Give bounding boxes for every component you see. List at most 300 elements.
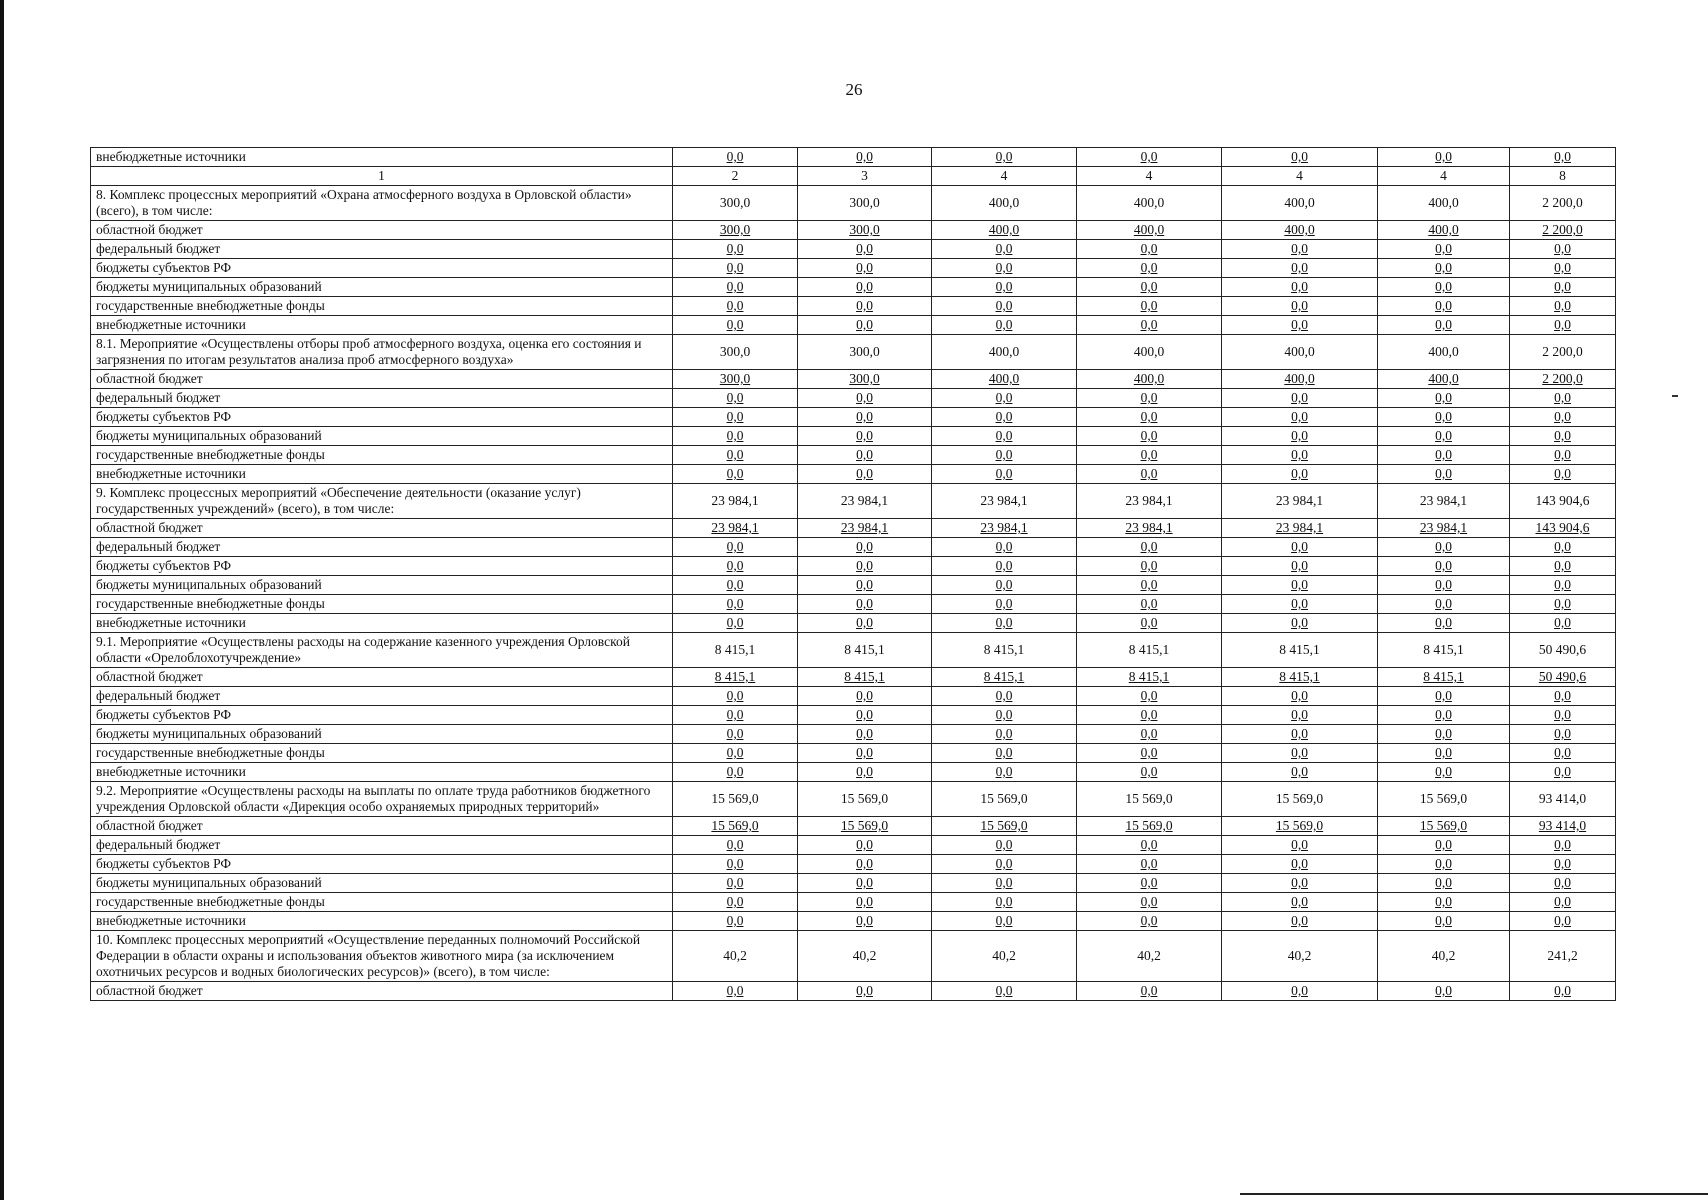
value-cell: 23 984,1 xyxy=(673,519,798,538)
value-cell: 300,0 xyxy=(673,186,798,221)
value-cell: 0,0 xyxy=(1222,148,1378,167)
value-cell: 400,0 xyxy=(932,335,1077,370)
row-label: государственные внебюджетные фонды xyxy=(91,446,673,465)
value-cell: 0,0 xyxy=(1510,744,1616,763)
row-label: федеральный бюджет xyxy=(91,836,673,855)
row-label: бюджеты субъектов РФ xyxy=(91,557,673,576)
value-cell: 0,0 xyxy=(1510,614,1616,633)
value-cell: 400,0 xyxy=(1222,370,1378,389)
row-label: областной бюджет xyxy=(91,221,673,240)
value-cell: 40,2 xyxy=(673,931,798,982)
value-cell: 400,0 xyxy=(1077,335,1222,370)
value-cell: 40,2 xyxy=(1378,931,1510,982)
value-cell: 0,0 xyxy=(932,725,1077,744)
value-cell: 300,0 xyxy=(673,370,798,389)
value-cell: 0,0 xyxy=(673,465,798,484)
table-row xyxy=(91,576,1616,595)
value-cell: 0,0 xyxy=(798,836,932,855)
row-label: бюджеты муниципальных образований xyxy=(91,576,673,595)
table-row xyxy=(91,874,1616,893)
value-cell: 0,0 xyxy=(673,297,798,316)
value-cell: 0,0 xyxy=(798,744,932,763)
row-label: федеральный бюджет xyxy=(91,240,673,259)
value-cell: 0,0 xyxy=(1077,148,1222,167)
value-cell: 40,2 xyxy=(932,931,1077,982)
value-cell: 0,0 xyxy=(1510,465,1616,484)
value-cell: 0,0 xyxy=(1510,148,1616,167)
value-cell: 4 xyxy=(932,167,1077,186)
value-cell: 8 415,1 xyxy=(798,668,932,687)
value-cell: 0,0 xyxy=(673,389,798,408)
row-label: бюджеты субъектов РФ xyxy=(91,259,673,278)
value-cell: 0,0 xyxy=(798,408,932,427)
value-cell: 23 984,1 xyxy=(932,484,1077,519)
table-row xyxy=(91,725,1616,744)
value-cell: 0,0 xyxy=(1378,595,1510,614)
value-cell: 0,0 xyxy=(673,240,798,259)
value-cell: 0,0 xyxy=(673,982,798,1001)
value-cell: 400,0 xyxy=(1222,221,1378,240)
value-cell: 0,0 xyxy=(1378,706,1510,725)
value-cell: 0,0 xyxy=(1077,744,1222,763)
value-cell: 0,0 xyxy=(673,744,798,763)
value-cell: 0,0 xyxy=(1222,982,1378,1001)
value-cell: 0,0 xyxy=(673,316,798,335)
value-cell: 0,0 xyxy=(932,557,1077,576)
value-cell: 0,0 xyxy=(932,706,1077,725)
value-cell: 0,0 xyxy=(1222,316,1378,335)
value-cell: 0,0 xyxy=(1222,595,1378,614)
row-label: бюджеты субъектов РФ xyxy=(91,855,673,874)
value-cell: 0,0 xyxy=(673,725,798,744)
value-cell: 0,0 xyxy=(1510,240,1616,259)
value-cell: 0,0 xyxy=(1077,912,1222,931)
value-cell: 0,0 xyxy=(1378,874,1510,893)
row-label: внебюджетные источники xyxy=(91,912,673,931)
row-label: 8.1. Мероприятие «Осуществлены отборы проб атмосферного воздуха, оценка его состояния и загрязнения по итогам результатов анализа проб атмосферного воздуха» xyxy=(91,335,673,370)
value-cell: 23 984,1 xyxy=(1378,484,1510,519)
value-cell: 0,0 xyxy=(798,725,932,744)
value-cell: 400,0 xyxy=(1222,186,1378,221)
value-cell: 0,0 xyxy=(798,763,932,782)
table-row xyxy=(91,836,1616,855)
value-cell: 0,0 xyxy=(798,446,932,465)
value-cell: 0,0 xyxy=(798,982,932,1001)
value-cell: 0,0 xyxy=(798,427,932,446)
value-cell: 0,0 xyxy=(1378,982,1510,1001)
value-cell: 0,0 xyxy=(1077,725,1222,744)
value-cell: 8 415,1 xyxy=(1378,668,1510,687)
value-cell: 0,0 xyxy=(1077,240,1222,259)
value-cell: 0,0 xyxy=(1077,614,1222,633)
value-cell: 0,0 xyxy=(1077,982,1222,1001)
value-cell: 15 569,0 xyxy=(1077,817,1222,836)
value-cell: 15 569,0 xyxy=(1378,817,1510,836)
value-cell: 2 xyxy=(673,167,798,186)
value-cell: 40,2 xyxy=(1222,931,1378,982)
value-cell: 8 415,1 xyxy=(673,668,798,687)
table-row xyxy=(91,297,1616,316)
value-cell: 0,0 xyxy=(1510,408,1616,427)
value-cell: 0,0 xyxy=(932,427,1077,446)
value-cell: 0,0 xyxy=(1510,763,1616,782)
value-cell: 0,0 xyxy=(798,389,932,408)
table-row xyxy=(91,370,1616,389)
value-cell: 15 569,0 xyxy=(1378,782,1510,817)
section-row xyxy=(91,633,1616,668)
value-cell: 0,0 xyxy=(1222,278,1378,297)
value-cell: 0,0 xyxy=(1222,408,1378,427)
value-cell: 0,0 xyxy=(798,278,932,297)
value-cell: 0,0 xyxy=(798,706,932,725)
value-cell: 8 415,1 xyxy=(932,633,1077,668)
value-cell: 23 984,1 xyxy=(673,484,798,519)
value-cell: 0,0 xyxy=(1077,595,1222,614)
table-row xyxy=(91,557,1616,576)
value-cell: 0,0 xyxy=(1378,687,1510,706)
value-cell: 0,0 xyxy=(798,538,932,557)
value-cell: 0,0 xyxy=(1378,408,1510,427)
value-cell: 0,0 xyxy=(798,595,932,614)
row-label: областной бюджет xyxy=(91,370,673,389)
table-row xyxy=(91,465,1616,484)
table-row xyxy=(91,427,1616,446)
row-label: бюджеты муниципальных образований xyxy=(91,874,673,893)
value-cell: 0,0 xyxy=(798,687,932,706)
row-label: федеральный бюджет xyxy=(91,687,673,706)
value-cell: 0,0 xyxy=(1077,893,1222,912)
value-cell: 0,0 xyxy=(932,982,1077,1001)
value-cell: 2 200,0 xyxy=(1510,370,1616,389)
value-cell: 0,0 xyxy=(1510,595,1616,614)
value-cell: 0,0 xyxy=(798,465,932,484)
value-cell: 0,0 xyxy=(798,874,932,893)
value-cell: 0,0 xyxy=(1222,297,1378,316)
value-cell: 8 415,1 xyxy=(1222,668,1378,687)
value-cell: 0,0 xyxy=(1510,557,1616,576)
value-cell: 0,0 xyxy=(932,763,1077,782)
section-row xyxy=(91,484,1616,519)
value-cell: 4 xyxy=(1378,167,1510,186)
table-row xyxy=(91,668,1616,687)
value-cell: 300,0 xyxy=(798,335,932,370)
value-cell: 0,0 xyxy=(673,427,798,446)
value-cell: 0,0 xyxy=(1510,912,1616,931)
value-cell: 0,0 xyxy=(932,389,1077,408)
value-cell: 143 904,6 xyxy=(1510,484,1616,519)
value-cell: 0,0 xyxy=(1510,687,1616,706)
value-cell: 0,0 xyxy=(1378,389,1510,408)
value-cell: 0,0 xyxy=(1378,427,1510,446)
value-cell: 0,0 xyxy=(1077,446,1222,465)
row-label: областной бюджет xyxy=(91,817,673,836)
value-cell: 0,0 xyxy=(1378,855,1510,874)
value-cell: 400,0 xyxy=(1378,186,1510,221)
value-cell: 0,0 xyxy=(798,855,932,874)
value-cell: 0,0 xyxy=(1077,259,1222,278)
value-cell: 0,0 xyxy=(932,614,1077,633)
value-cell: 23 984,1 xyxy=(798,519,932,538)
margin-mark xyxy=(1672,395,1678,397)
value-cell: 0,0 xyxy=(673,874,798,893)
value-cell: 4 xyxy=(1222,167,1378,186)
row-label: государственные внебюджетные фонды xyxy=(91,893,673,912)
value-cell: 0,0 xyxy=(1077,297,1222,316)
value-cell: 0,0 xyxy=(1222,427,1378,446)
table-row xyxy=(91,278,1616,297)
value-cell: 0,0 xyxy=(1378,557,1510,576)
row-label: федеральный бюджет xyxy=(91,538,673,557)
section-row xyxy=(91,931,1616,982)
value-cell: 0,0 xyxy=(1222,855,1378,874)
value-cell: 15 569,0 xyxy=(673,782,798,817)
value-cell: 0,0 xyxy=(673,259,798,278)
value-cell: 0,0 xyxy=(1378,316,1510,335)
value-cell: 0,0 xyxy=(1378,893,1510,912)
table-row xyxy=(91,982,1616,1001)
value-cell: 0,0 xyxy=(1510,259,1616,278)
value-cell: 0,0 xyxy=(1510,836,1616,855)
value-cell: 0,0 xyxy=(1222,259,1378,278)
value-cell: 0,0 xyxy=(932,912,1077,931)
row-label: 9.1. Мероприятие «Осуществлены расходы на содержание казенного учреждения Орловской области «Орелоблохотучреждение» xyxy=(91,633,673,668)
row-label: бюджеты муниципальных образований xyxy=(91,427,673,446)
value-cell: 400,0 xyxy=(1077,221,1222,240)
value-cell: 0,0 xyxy=(1378,538,1510,557)
section-row xyxy=(91,186,1616,221)
value-cell: 0,0 xyxy=(1077,408,1222,427)
value-cell: 2 200,0 xyxy=(1510,221,1616,240)
value-cell: 50 490,6 xyxy=(1510,633,1616,668)
row-label: внебюджетные источники xyxy=(91,316,673,335)
value-cell: 0,0 xyxy=(1510,316,1616,335)
value-cell: 0,0 xyxy=(673,893,798,912)
row-label: бюджеты муниципальных образований xyxy=(91,725,673,744)
table-row xyxy=(91,240,1616,259)
row-label: внебюджетные источники xyxy=(91,614,673,633)
value-cell: 0,0 xyxy=(673,446,798,465)
value-cell: 0,0 xyxy=(1222,687,1378,706)
value-cell: 0,0 xyxy=(1378,446,1510,465)
value-cell: 8 415,1 xyxy=(1378,633,1510,668)
value-cell: 15 569,0 xyxy=(673,817,798,836)
value-cell: 0,0 xyxy=(1222,725,1378,744)
row-label: 9. Комплекс процессных мероприятий «Обеспечение деятельности (оказание услуг) государственных учреждений» (всего), в том числе: xyxy=(91,484,673,519)
value-cell: 0,0 xyxy=(798,912,932,931)
value-cell: 8 415,1 xyxy=(932,668,1077,687)
value-cell: 0,0 xyxy=(798,259,932,278)
value-cell: 0,0 xyxy=(932,836,1077,855)
value-cell: 0,0 xyxy=(932,240,1077,259)
value-cell: 0,0 xyxy=(1510,427,1616,446)
value-cell: 0,0 xyxy=(1077,836,1222,855)
value-cell: 0,0 xyxy=(1378,744,1510,763)
table-row xyxy=(91,259,1616,278)
value-cell: 23 984,1 xyxy=(932,519,1077,538)
row-label: бюджеты муниципальных образований xyxy=(91,278,673,297)
value-cell: 0,0 xyxy=(932,259,1077,278)
row-label: внебюджетные источники xyxy=(91,465,673,484)
value-cell: 0,0 xyxy=(1510,874,1616,893)
value-cell: 0,0 xyxy=(1222,576,1378,595)
value-cell: 8 415,1 xyxy=(798,633,932,668)
table-row xyxy=(91,538,1616,557)
value-cell: 8 415,1 xyxy=(1222,633,1378,668)
value-cell: 0,0 xyxy=(798,557,932,576)
value-cell: 0,0 xyxy=(1077,465,1222,484)
table-row xyxy=(91,519,1616,538)
value-cell: 400,0 xyxy=(1077,370,1222,389)
value-cell: 0,0 xyxy=(1510,278,1616,297)
scan-bottom-edge xyxy=(1240,1193,1708,1195)
row-label: государственные внебюджетные фонды xyxy=(91,297,673,316)
value-cell: 0,0 xyxy=(1510,982,1616,1001)
value-cell: 300,0 xyxy=(798,370,932,389)
row-label: 9.2. Мероприятие «Осуществлены расходы на выплаты по оплате труда работников бюджетного учреждения Орловской области «Дирекция особо охраняемых природных территорий» xyxy=(91,782,673,817)
table-row xyxy=(91,221,1616,240)
value-cell: 23 984,1 xyxy=(1378,519,1510,538)
value-cell: 15 569,0 xyxy=(798,782,932,817)
table-row xyxy=(91,706,1616,725)
table-row xyxy=(91,614,1616,633)
value-cell: 0,0 xyxy=(673,148,798,167)
value-cell: 0,0 xyxy=(1222,446,1378,465)
value-cell: 300,0 xyxy=(673,221,798,240)
table-row xyxy=(91,744,1616,763)
row-label: 10. Комплекс процессных мероприятий «Осуществление переданных полномочий Российской Федерации в области охраны и использования объектов животного мира (за исключением охотничьих ресурсов и водных биологических ресурсов)» (всего), в том числе: xyxy=(91,931,673,982)
section-row xyxy=(91,782,1616,817)
value-cell: 0,0 xyxy=(932,297,1077,316)
value-cell: 0,0 xyxy=(798,148,932,167)
value-cell: 0,0 xyxy=(673,763,798,782)
value-cell: 50 490,6 xyxy=(1510,668,1616,687)
value-cell: 0,0 xyxy=(673,706,798,725)
value-cell: 0,0 xyxy=(1378,297,1510,316)
value-cell: 0,0 xyxy=(1077,855,1222,874)
row-label: внебюджетные источники xyxy=(91,148,673,167)
value-cell: 0,0 xyxy=(673,836,798,855)
value-cell: 23 984,1 xyxy=(798,484,932,519)
value-cell: 0,0 xyxy=(932,855,1077,874)
value-cell: 0,0 xyxy=(798,240,932,259)
table-row xyxy=(91,817,1616,836)
value-cell: 0,0 xyxy=(1378,148,1510,167)
value-cell: 8 xyxy=(1510,167,1616,186)
value-cell: 0,0 xyxy=(1077,278,1222,297)
value-cell: 0,0 xyxy=(1378,278,1510,297)
value-cell: 0,0 xyxy=(1222,836,1378,855)
value-cell: 0,0 xyxy=(1077,687,1222,706)
value-cell: 400,0 xyxy=(1222,335,1378,370)
value-cell: 0,0 xyxy=(932,316,1077,335)
value-cell: 0,0 xyxy=(932,893,1077,912)
value-cell: 4 xyxy=(1077,167,1222,186)
value-cell: 300,0 xyxy=(798,221,932,240)
value-cell: 15 569,0 xyxy=(1222,782,1378,817)
value-cell: 23 984,1 xyxy=(1077,519,1222,538)
value-cell: 400,0 xyxy=(1378,221,1510,240)
value-cell: 8 415,1 xyxy=(1077,668,1222,687)
value-cell: 0,0 xyxy=(932,408,1077,427)
value-cell: 15 569,0 xyxy=(1222,817,1378,836)
value-cell: 0,0 xyxy=(673,855,798,874)
value-cell: 0,0 xyxy=(1378,614,1510,633)
table-row xyxy=(91,408,1616,427)
value-cell: 0,0 xyxy=(1510,725,1616,744)
value-cell: 0,0 xyxy=(1510,297,1616,316)
value-cell: 0,0 xyxy=(1510,893,1616,912)
value-cell: 0,0 xyxy=(673,538,798,557)
value-cell: 0,0 xyxy=(1222,706,1378,725)
value-cell: 0,0 xyxy=(1222,614,1378,633)
value-cell: 0,0 xyxy=(932,446,1077,465)
value-cell: 15 569,0 xyxy=(932,782,1077,817)
budget-table xyxy=(90,147,1616,1001)
table-row xyxy=(91,389,1616,408)
value-cell: 0,0 xyxy=(1222,912,1378,931)
value-cell: 143 904,6 xyxy=(1510,519,1616,538)
value-cell: 0,0 xyxy=(932,538,1077,557)
value-cell: 0,0 xyxy=(1222,538,1378,557)
value-cell: 0,0 xyxy=(1222,763,1378,782)
row-label: бюджеты субъектов РФ xyxy=(91,706,673,725)
value-cell: 0,0 xyxy=(1077,316,1222,335)
value-cell: 400,0 xyxy=(932,221,1077,240)
value-cell: 0,0 xyxy=(1378,240,1510,259)
row-label: государственные внебюджетные фонды xyxy=(91,744,673,763)
value-cell: 0,0 xyxy=(932,576,1077,595)
value-cell: 0,0 xyxy=(798,576,932,595)
value-cell: 0,0 xyxy=(1222,557,1378,576)
row-label: бюджеты субъектов РФ xyxy=(91,408,673,427)
budget-table-body xyxy=(91,148,1616,1001)
value-cell: 0,0 xyxy=(673,595,798,614)
value-cell: 8 415,1 xyxy=(673,633,798,668)
value-cell: 0,0 xyxy=(1077,389,1222,408)
table-row xyxy=(91,316,1616,335)
value-cell: 23 984,1 xyxy=(1222,519,1378,538)
table-row xyxy=(91,912,1616,931)
row-label: внебюджетные источники xyxy=(91,763,673,782)
table-row xyxy=(91,446,1616,465)
value-cell: 0,0 xyxy=(1378,763,1510,782)
value-cell: 400,0 xyxy=(1077,186,1222,221)
value-cell: 0,0 xyxy=(798,316,932,335)
value-cell: 400,0 xyxy=(1378,335,1510,370)
value-cell: 0,0 xyxy=(673,912,798,931)
value-cell: 0,0 xyxy=(1077,538,1222,557)
value-cell: 0,0 xyxy=(1510,855,1616,874)
value-cell: 0,0 xyxy=(932,687,1077,706)
value-cell: 0,0 xyxy=(1378,836,1510,855)
value-cell: 15 569,0 xyxy=(798,817,932,836)
value-cell: 400,0 xyxy=(1378,370,1510,389)
value-cell: 0,0 xyxy=(1222,465,1378,484)
value-cell: 2 200,0 xyxy=(1510,335,1616,370)
page-number: 26 xyxy=(845,80,863,99)
value-cell: 0,0 xyxy=(798,614,932,633)
section-row xyxy=(91,335,1616,370)
value-cell: 300,0 xyxy=(673,335,798,370)
row-label: государственные внебюджетные фонды xyxy=(91,595,673,614)
value-cell: 93 414,0 xyxy=(1510,782,1616,817)
table-row xyxy=(91,148,1616,167)
value-cell: 0,0 xyxy=(932,874,1077,893)
value-cell: 0,0 xyxy=(1222,893,1378,912)
table-row xyxy=(91,893,1616,912)
value-cell: 2 200,0 xyxy=(1510,186,1616,221)
value-cell: 0,0 xyxy=(1378,912,1510,931)
